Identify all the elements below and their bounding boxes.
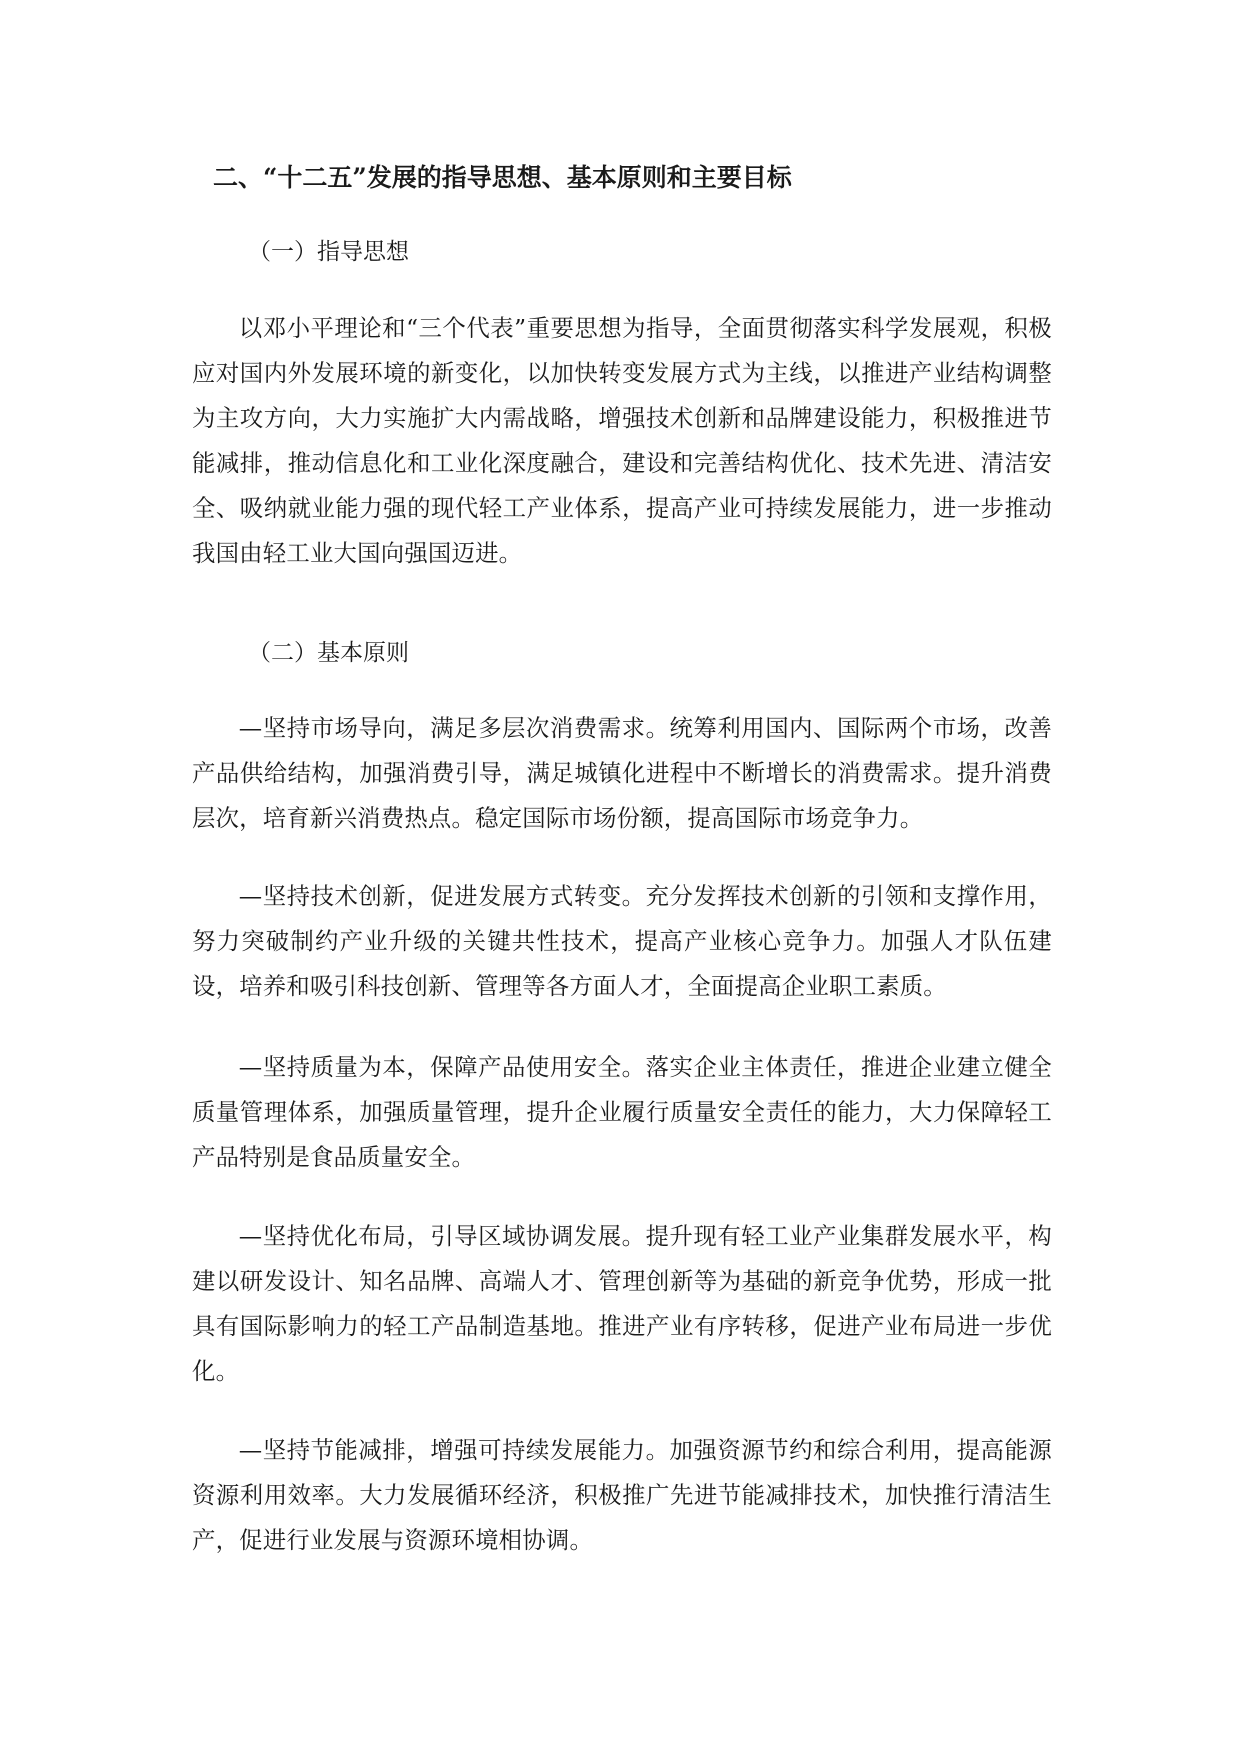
guiding-ideology-title: （一）指导思想 bbox=[248, 239, 409, 265]
basic-principles-title: （二）基本原则 bbox=[248, 640, 409, 666]
section-heading: 二、“十二五”发展的指导思想、基本原则和主要目标 bbox=[213, 163, 792, 192]
principle-innovation-paragraph: —坚持技术创新，促进发展方式转变。充分发挥技术创新的引领和支撑作用，努力突破制约产业升级的关键共性技术，提高产业核心竞争力。加强人才队伍建设，培养和吸引科技创新、管理等各方面人才，全面提高企业职工素质。 bbox=[192, 882, 1052, 1000]
principle-energy-paragraph: —坚持节能减排，增强可持续发展能力。加强资源节约和综合利用，提高能源资源利用效率。大力发展循环经济，积极推广先进节能减排技术，加快推行清洁生产，促进行业发展与资源环境相协调。 bbox=[192, 1436, 1052, 1554]
principle-layout-paragraph: —坚持优化布局，引导区域协调发展。提升现有轻工业产业集群发展水平，构建以研发设计、知名品牌、高端人才、管理创新等为基础的新竞争优势，形成一批具有国际影响力的轻工产品制造基地。推进产业有序转移，促进产业布局进一步优化。 bbox=[192, 1222, 1052, 1385]
principle-quality-paragraph: —坚持质量为本，保障产品使用安全。落实企业主体责任，推进企业建立健全质量管理体系，加强质量管理，提升企业履行质量安全责任的能力，大力保障轻工产品特别是食品质量安全。 bbox=[192, 1053, 1052, 1171]
guiding-ideology-paragraph: 以邓小平理论和“三个代表”重要思想为指导，全面贯彻落实科学发展观，积极应对国内外发展环境的新变化，以加快转变发展方式为主线，以推进产业结构调整为主攻方向，大力实施扩大内需战略，增强技术创新和品牌建设能力，积极推进节能减排，推动信息化和工业化深度融合，建设和完善结构优化、技术先进、清洁安全、吸纳就业能力强的现代轻工产业体系，提高产业可持续发展能力，进一步推动我国由轻工业大国向强国迈进。 bbox=[192, 314, 1052, 567]
principle-market-paragraph: —坚持市场导向，满足多层次消费需求。统筹利用国内、国际两个市场，改善产品供给结构，加强消费引导，满足城镇化进程中不断增长的消费需求。提升消费层次，培育新兴消费热点。稳定国际市场份额，提高国际市场竞争力。 bbox=[192, 714, 1052, 832]
